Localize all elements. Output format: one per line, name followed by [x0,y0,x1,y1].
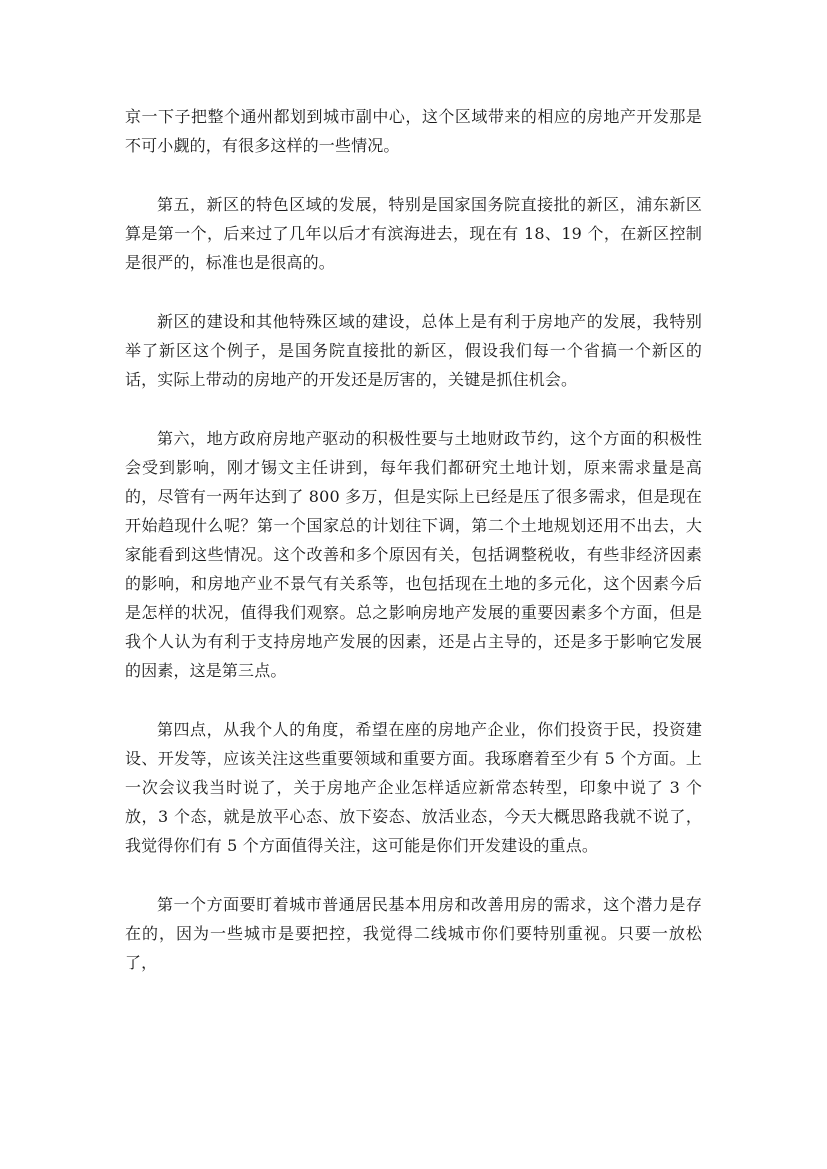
paragraph-first-aspect: 第一个方面要盯着城市普通居民基本用房和改善用房的需求，这个潜力是存在的，因为一些城市是要把控，我觉得二线城市你们要特别重视。只要一放松了， [125,895,702,972]
paragraph-gap [125,160,702,190]
paragraph-gap [125,685,702,715]
paragraph-gap [125,394,702,424]
paragraph-gap [125,860,702,890]
paragraph-fifth-new-districts: 第五，新区的特色区域的发展，特别是国家国务院直接批的新区，浦东新区算是第一个，后来过了几年以后才有滨海进去，现在有 18、19 个，在新区控制是很严的，标准也是很高的。 [125,195,702,272]
paragraph-gap [125,277,702,307]
paragraph-new-district-construction: 新区的建设和其他特殊区域的建设，总体上是有利于房地产的发展，我特别举了新区这个例子，是国务院直接批的新区，假设我们每一个省搞一个新区的话，实际上带动的房地产的开发还是厉害的，关键是抓住机会。 [125,312,702,389]
paragraph-sixth-local-government: 第六，地方政府房地产驱动的积极性要与土地财政节约，这个方面的积极性会受到影响，刚才锡文主任讲到，每年我们都研究土地计划，原来需求量是高的，尽管有一两年达到了 800 多万，但是实际上已经是压了很多需求，但是现在开始趋现什么呢？第一个国家总的计划往下调，第二个土地规划还用不出去，大家能看到这些情况。这个改善和多个原因有关，包括调整税收，有些非经济因素的影响，和房地产业不景气有关系等，也包括现在土地的多元化，这个因素今后是怎样的状况，值得我们观察。总之影响房地产发展的重要因素多个方面，但是我个人认为有利于支持房地产发展的因素，还是占主导的，还是多于影响它发展的因素，这是第三点。 [125,429,702,680]
paragraph-continuation: 京一下子把整个通州都划到城市副中心，这个区域带来的相应的房地产开发那是不可小觑的，有很多这样的一些情况。 [125,107,702,155]
paragraph-fourth-point: 第四点，从我个人的角度，希望在座的房地产企业，你们投资于民，投资建设、开发等，应该关注这些重要领域和重要方面。我琢磨着至少有 5 个方面。上一次会议我当时说了，关于房地产企业怎样适应新常态转型，印象中说了 3 个放，3 个态，就是放平心态、放下姿态、放活业态，今天大概思路我就不说了，我觉得你们有 5 个方面值得关注，这可能是你们开发建设的重点。 [125,720,702,855]
document-page [125,102,702,977]
